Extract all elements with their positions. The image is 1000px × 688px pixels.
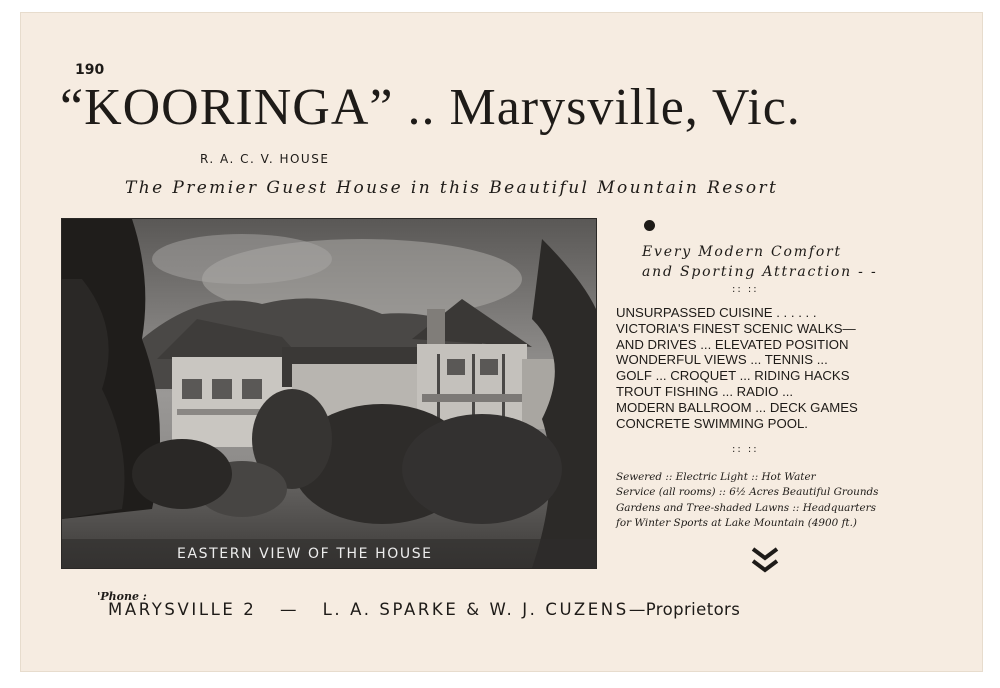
subtitle: R. A. C. V. HOUSE xyxy=(200,152,330,166)
feature-line: TROUT FISHING ... RADIO ... xyxy=(616,383,794,399)
advertisement-page xyxy=(20,12,983,672)
footer-dash: — xyxy=(279,600,300,619)
features-list xyxy=(616,305,884,431)
proprietor-names: L. A. SPARKE & W. J. CUZENS xyxy=(322,600,629,619)
amenities-list xyxy=(616,470,886,532)
proprietors-label: —Proprietors xyxy=(628,600,741,619)
feature-line: CONCRETE SWIMMING POOL. xyxy=(616,415,808,431)
feature-line: MODERN BALLROOM ... DECK GAMES xyxy=(616,399,858,415)
photo-caption: EASTERN VIEW OF THE HOUSE xyxy=(177,546,433,562)
title-place: .. Marysville, Vic. xyxy=(407,79,801,136)
feature-line: VICTORIA'S FINEST SCENIC WALKS— xyxy=(616,320,856,336)
amenity-line: Service (all rooms) :: 6½ Acres Beautiful Grounds xyxy=(616,486,879,499)
house-illustration xyxy=(62,219,596,568)
house-photo xyxy=(61,218,597,569)
title-name: “KOORINGA” xyxy=(60,79,394,136)
tagline: The Premier Guest House in this Beautiful Mountain Resort xyxy=(125,178,779,198)
feature-line: UNSURPASSED CUISINE . . . . . . xyxy=(616,305,817,320)
amenity-line: Gardens and Tree-shaded Lawns :: Headquarters xyxy=(616,501,876,514)
phone-number: MARYSVILLE 2 xyxy=(108,600,257,619)
phone-label: 'Phone : xyxy=(97,590,147,603)
comfort-line: and Sporting Attraction - - xyxy=(642,264,878,280)
page-title xyxy=(60,78,940,137)
amenity-line: Sewered :: Electric Light :: Hot Water xyxy=(616,471,816,483)
amenity-line: for Winter Sports at Lake Mountain (4900 ft.) xyxy=(616,517,857,530)
feature-line: AND DRIVES ... ELEVATED POSITION xyxy=(616,336,849,352)
page-number: 190 xyxy=(75,62,105,78)
bullet-dot xyxy=(644,220,655,231)
separator-bottom: :: :: xyxy=(732,444,759,455)
double-chevron-down-icon xyxy=(751,545,779,577)
comfort-heading xyxy=(642,242,902,282)
separator-top: :: :: xyxy=(732,284,759,295)
feature-line: WONDERFUL VIEWS ... TENNIS ... xyxy=(616,352,828,368)
footer-line xyxy=(108,600,908,619)
feature-line: GOLF ... CROQUET ... RIDING HACKS xyxy=(616,368,850,384)
comfort-line: Every Modern Comfort xyxy=(642,244,842,260)
